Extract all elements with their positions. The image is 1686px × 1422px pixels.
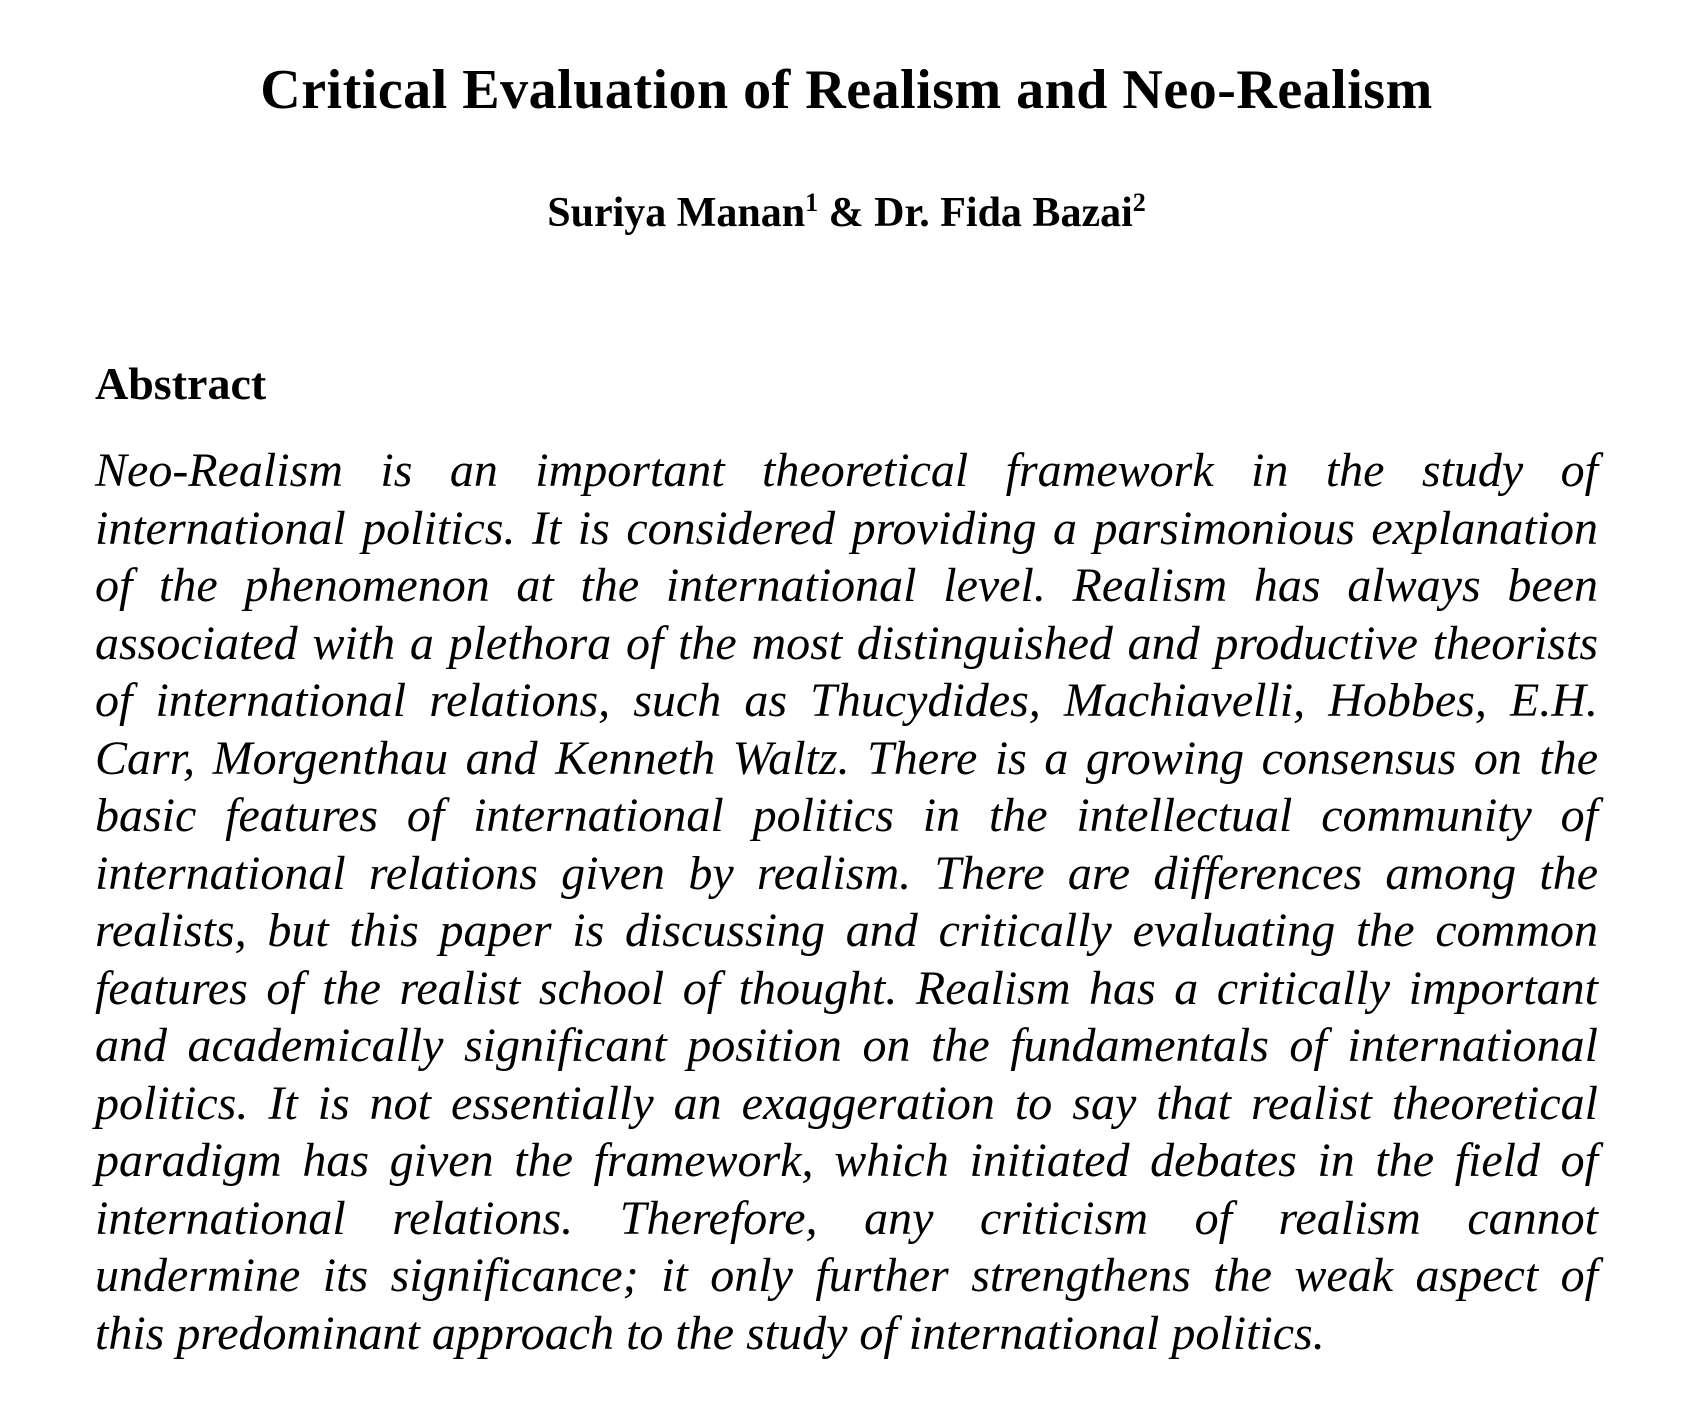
- abstract-line: of the phenomenon at the international level. Realism has always been: [95, 559, 1598, 612]
- abstract-line: features of the realist school of thought. Realism has a critically important: [95, 961, 1598, 1015]
- abstract-line: this predominant approach to the study of international politics.: [95, 1306, 1325, 1360]
- abstract-line: and academically significant position on the fundamentals of international: [95, 1019, 1598, 1072]
- abstract-line: basic features of international politics in the intellectual community of: [95, 789, 1598, 842]
- paper-title: Critical Evaluation of Realism and Neo-Realism: [260, 59, 1433, 121]
- author-2-superscript: 2: [1132, 188, 1146, 217]
- abstract-line: paradigm has given the framework, which initiated debates in the field of: [95, 1134, 1598, 1187]
- abstract-heading: Abstract: [95, 358, 267, 409]
- author-1-name: Suriya Manan: [547, 190, 806, 236]
- abstract-text: [95, 442, 1598, 1362]
- abstract-line: of international relations, such as Thucydides, Machiavelli, Hobbes, E.H.: [95, 674, 1598, 727]
- abstract-line: politics. It is not essentially an exaggeration to say that realist theoretical: [95, 1076, 1598, 1130]
- abstract-line: international relations given by realism. There are differences among the: [95, 846, 1598, 900]
- abstract-line: Carr, Morgenthau and Kenneth Waltz. There is a growing consensus on the: [95, 731, 1598, 785]
- author-1-superscript: 1: [805, 188, 819, 217]
- abstract-line: international relations. Therefore, any criticism of realism cannot: [95, 1191, 1598, 1245]
- authors-separator: &: [818, 190, 875, 236]
- abstract-line: associated with a plethora of the most distinguished and productive theorists: [95, 616, 1598, 670]
- authors-line: [95, 188, 1598, 238]
- author-2-name: Dr. Fida Bazai: [874, 190, 1133, 236]
- abstract-line: realists, but this paper is discussing and critically evaluating the common: [95, 904, 1598, 957]
- abstract-line: international politics. It is considered providing a parsimonious explanation: [95, 501, 1598, 555]
- abstract-line: Neo-Realism is an important theoretical framework in the study of: [95, 444, 1598, 497]
- abstract-line: undermine its significance; it only further strengthens the weak aspect of: [95, 1249, 1598, 1302]
